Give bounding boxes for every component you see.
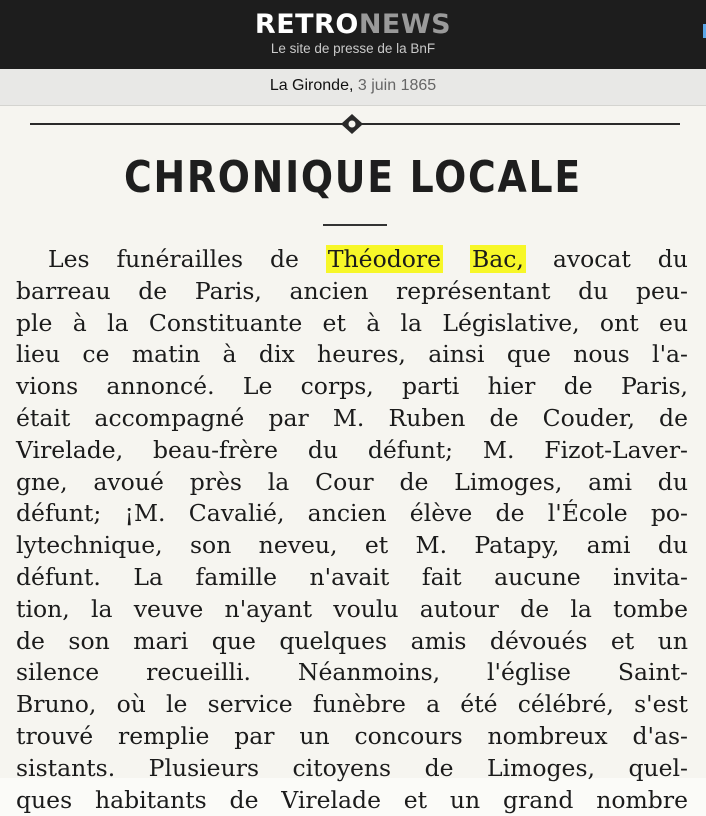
logo-retro-text: RETRO xyxy=(254,9,359,40)
rule-ornament-icon xyxy=(337,112,367,136)
article-line: Bruno, où le service funèbre a été célébré, s'est xyxy=(16,690,688,719)
heading-divider xyxy=(323,224,387,226)
article-line xyxy=(16,244,688,276)
article-line: gne, avoué près la Cour de Limoges, ami du xyxy=(16,467,688,496)
article-line: silence recueilli. Néanmoins, l'église Saint- xyxy=(16,658,688,687)
article-line: défunt; ¡M. Cavalié, ancien élève de l'École po- xyxy=(16,499,688,528)
search-highlight: Théodore xyxy=(327,245,442,273)
logo-news-text: NEWS xyxy=(358,9,452,40)
article-line: lytechnique, son neveu, et M. Patapy, ami du xyxy=(16,531,688,560)
text-fragment: Les funérailles de xyxy=(48,245,299,273)
newspaper-scan xyxy=(0,106,706,814)
article-line: lieu ce matin à dix heures, ainsi que nous l'a- xyxy=(16,340,688,369)
article-line: Virelade, beau-frère du défunt; M. Fizot-Laver- xyxy=(16,435,688,464)
newspaper-name[interactable]: La Gironde, xyxy=(269,77,354,94)
article-line: sistants. Plusieurs citoyens de Limoges, quel- xyxy=(16,753,688,782)
article-line: ques habitants de Virelade et un grand nombre xyxy=(16,785,688,814)
issue-date: 3 juin 1865 xyxy=(357,77,437,94)
article-line: de son mari que quelques amis dévoués et un xyxy=(16,626,688,655)
text-fragment: avocat du xyxy=(552,245,688,273)
search-highlight: Bac, xyxy=(471,245,524,273)
article-line: barreau de Paris, ancien représentant du peu- xyxy=(16,276,688,305)
site-tagline: Le site de presse de la BnF xyxy=(270,41,436,56)
article-line: tion, la veuve n'ayant voulu autour de la tombe xyxy=(16,594,688,623)
article-line: trouvé remplie par un concours nombreux d'as- xyxy=(16,721,688,750)
article-heading: CHRONIQUE LOCALE xyxy=(124,152,582,203)
article-line: défunt. La famille n'avait fait aucune invita- xyxy=(16,562,688,591)
retronews-logo[interactable] xyxy=(0,9,706,40)
article-line: vions annoncé. Le corps, parti hier de Paris, xyxy=(16,372,688,401)
article-body xyxy=(16,244,688,816)
article-line: était accompagné par M. Ruben de Couder, de xyxy=(16,403,688,432)
issue-title xyxy=(0,77,706,95)
site-header xyxy=(0,0,706,69)
article-line: ple à la Constituante et à la Législative, ont eu xyxy=(16,308,688,337)
